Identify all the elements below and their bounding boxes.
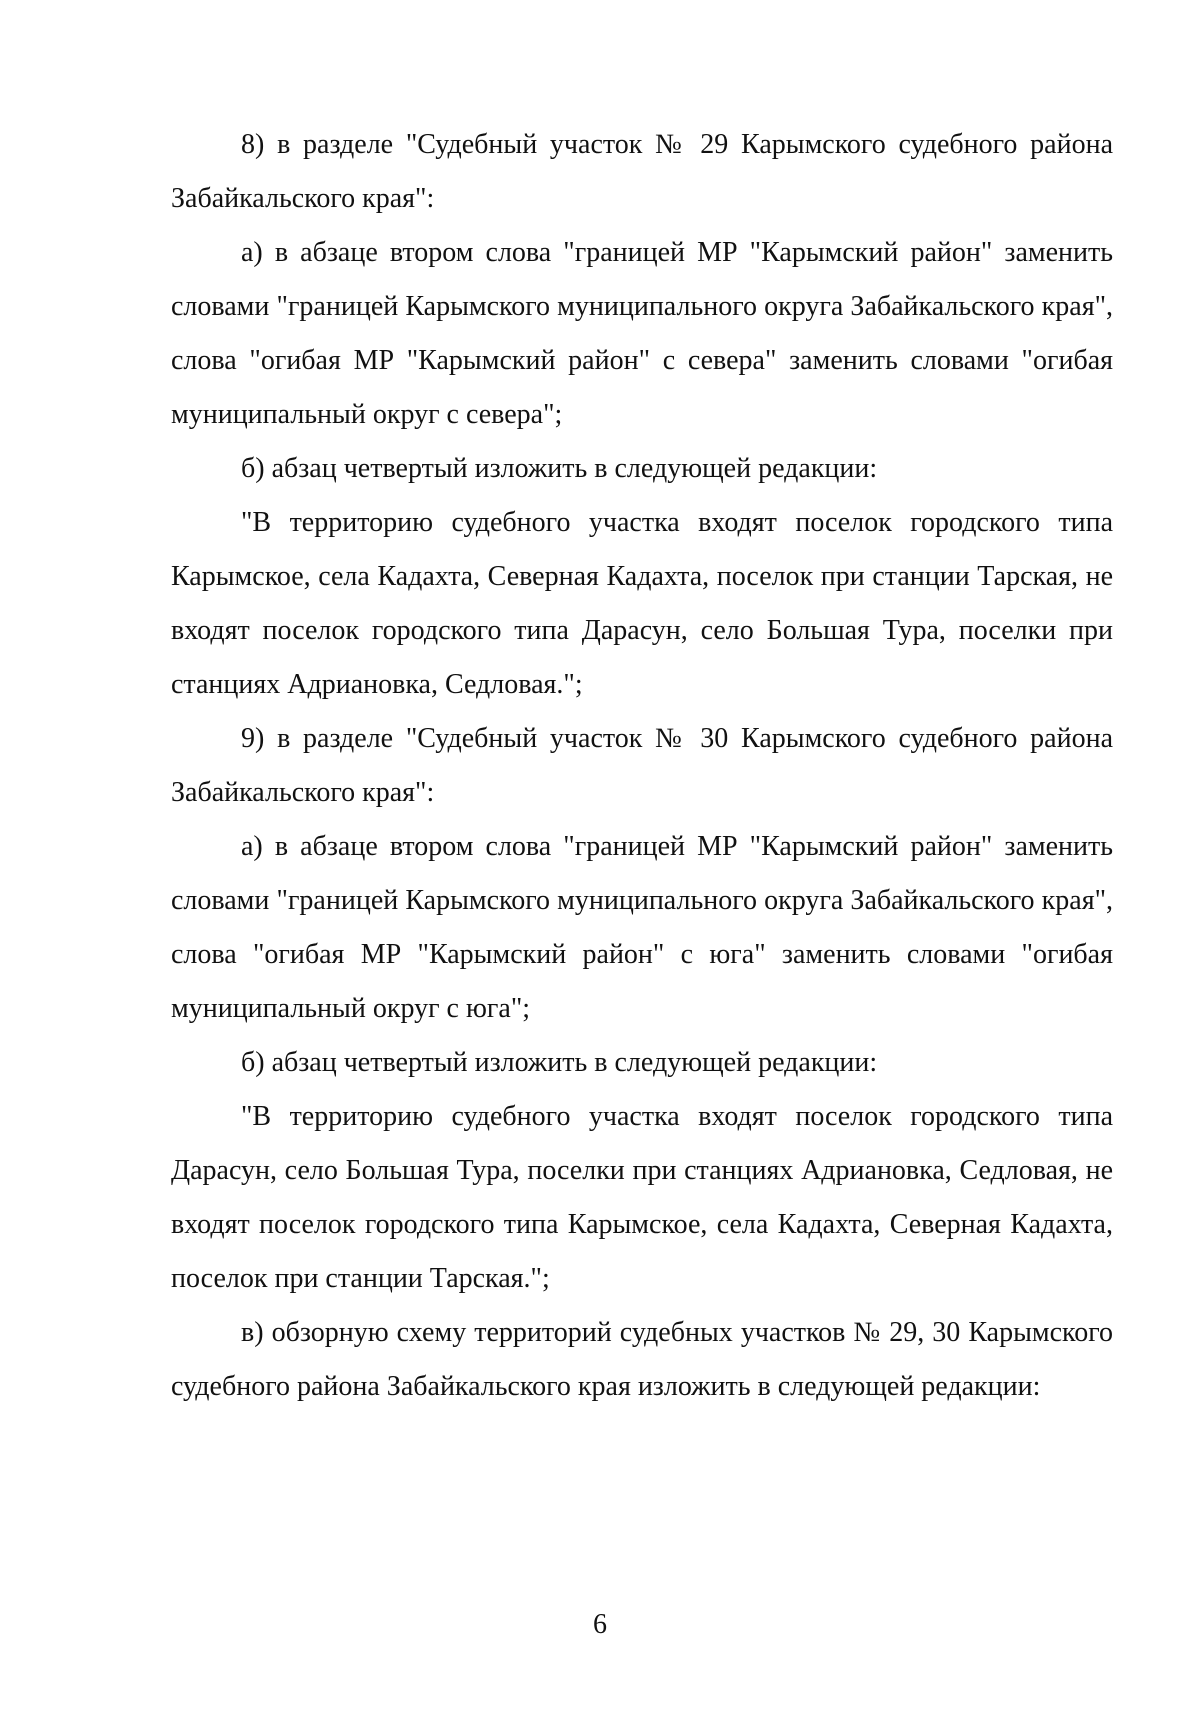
page-number: 6	[593, 1609, 607, 1640]
paragraph-9a: а) в абзаце втором слова "границей МР "Карымский район" заменить словами "границей Карымского муниципального округа Забайкальского края", слова "огибая МР "Карымский район" с юга" заменить словами "огибая муниципальный округ с юга";	[171, 831, 1113, 1024]
paragraph-section-9: 9) в разделе "Судебный участок № 30 Карымского судебного района Забайкальского края":	[171, 723, 1113, 808]
paragraph-8b-quote: "В территорию судебного участка входят поселок городского типа Карымское, села Кадахта, Северная Кадахта, поселок при станции Тарская, не входят поселок городского типа Дарасун, село Большая Тура, поселки при станциях Адриановка, Седловая.";	[171, 507, 1113, 700]
document-body	[171, 118, 1113, 1414]
paragraph-8b: б) абзац четвертый изложить в следующей редакции:	[241, 453, 878, 484]
paragraph-8a: а) в абзаце втором слова "границей МР "Карымский район" заменить словами "границей Карымского муниципального округа Забайкальского края", слова "огибая МР "Карымский район" с севера" заменить словами "огибая муниципальный округ с севера";	[171, 237, 1113, 430]
paragraph-section-8: 8) в разделе "Судебный участок № 29 Карымского судебного района Забайкальского края":	[171, 129, 1113, 214]
paragraph-9b: б) абзац четвертый изложить в следующей редакции:	[241, 1047, 878, 1078]
paragraph-9v: в) обзорную схему территорий судебных участков № 29, 30 Карымского судебного района Забайкальского края изложить в следующей редакции:	[171, 1317, 1113, 1402]
paragraph-9b-quote: "В территорию судебного участка входят поселок городского типа Дарасун, село Большая Тура, поселки при станциях Адриановка, Седловая, не входят поселок городского типа Карымское, села Кадахта, Северная Кадахта, поселок при станции Тарская.";	[171, 1101, 1113, 1294]
